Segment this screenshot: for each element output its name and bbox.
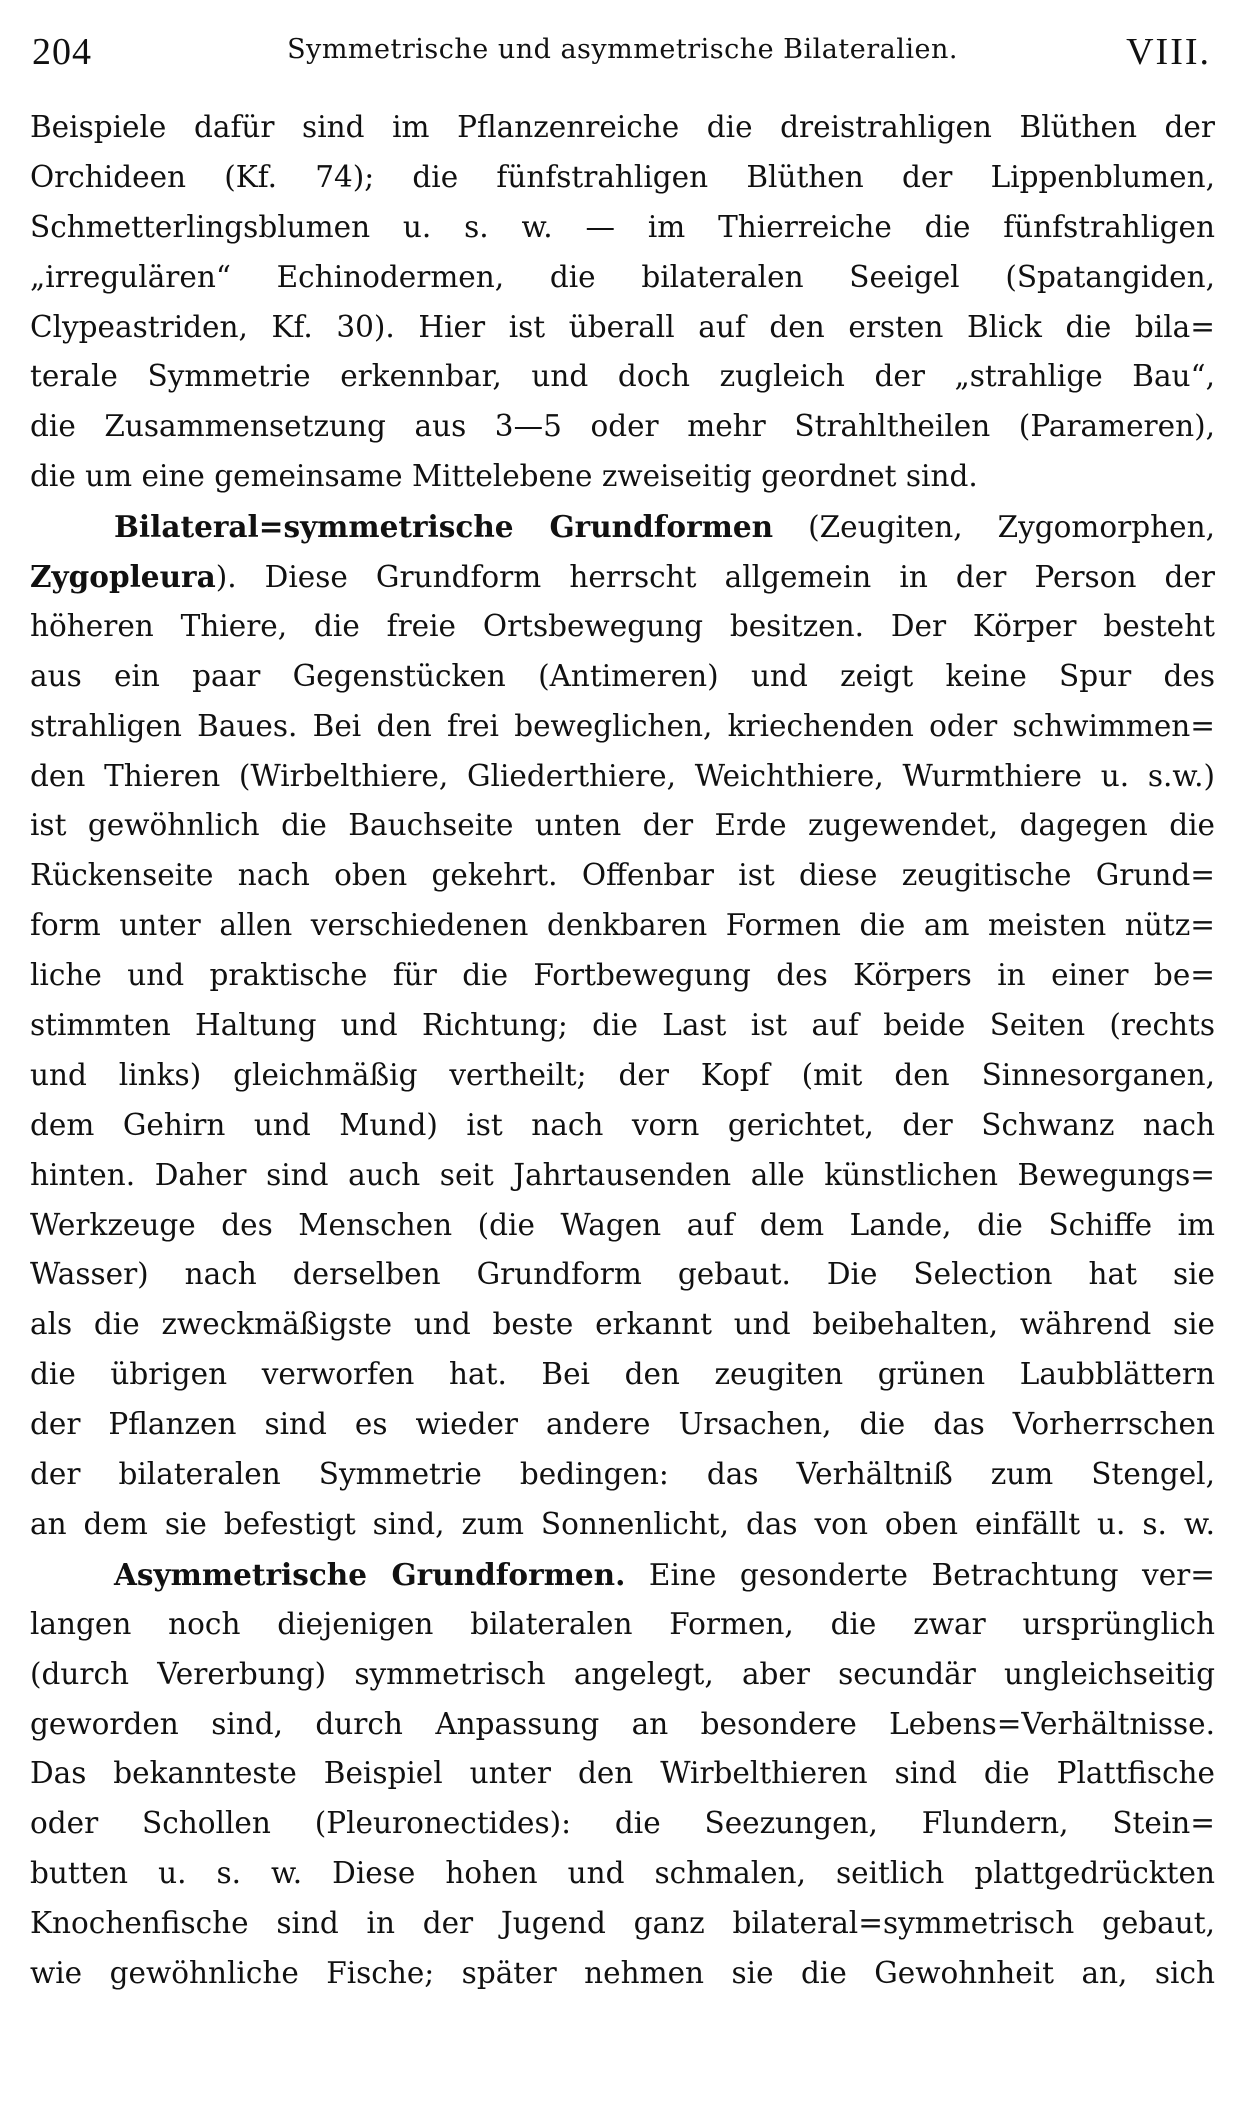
line-text: und links) gleichmäßig vertheilt; der Kopf (mit den Sinnesorganen, (30, 1057, 1215, 1092)
line-text: die um eine gemeinsame Mittelebene zweiseitig geordnet sind. (30, 459, 978, 494)
line-text: wie gewöhnliche Fische; später nehmen sie die Gewohnheit an, sich (30, 1955, 1215, 1990)
text-line (30, 1001, 1215, 1051)
line-text: Schmetterlingsblumen u. s. w. — im Thierreiche die fünfstrahligen (30, 209, 1215, 244)
text-line (30, 203, 1215, 253)
text-line (30, 1450, 1215, 1500)
line-text: langen noch diejenigen bilateralen Formen, die zwar ursprünglich (30, 1606, 1215, 1641)
text-line (30, 103, 1215, 153)
line-text: die Zusammensetzung aus 3—5 oder mehr Strahltheilen (Parameren), (30, 409, 1215, 444)
page-number: 204 (32, 31, 92, 73)
line-text: geworden sind, durch Anpassung an besondere Lebens=Verhältnisse. (30, 1706, 1215, 1741)
text-line (30, 1899, 1215, 1949)
line-text: ist gewöhnlich die Bauchseite unten der Erde zugewendet, dagegen die (30, 808, 1215, 843)
text-line (30, 1799, 1215, 1849)
page-header (30, 20, 1215, 82)
chapter-number: VIII. (1126, 31, 1211, 73)
line-text: Werkzeuge des Menschen (die Wagen auf dem Lande, die Schiffe im (30, 1207, 1215, 1242)
text-line (30, 1949, 1215, 1999)
text-line (30, 1201, 1215, 1251)
line-text: als die zweckmäßigste und beste erkannt und beibehalten, während sie (30, 1307, 1215, 1342)
text-line (30, 602, 1215, 652)
line-text: dem Gehirn und Mund) ist nach vorn gerichtet, der Schwanz nach (30, 1107, 1215, 1142)
text-line (30, 303, 1215, 353)
line-text: strahligen Baues. Bei den frei beweglichen, kriechenden oder schwimmen= (30, 708, 1215, 743)
line-text: Orchideen (Kf. 74); die fünfstrahligen Blüthen der Lippenblumen, (30, 159, 1215, 194)
text-line (30, 1600, 1215, 1650)
section-heading: Asymmetrische Grundformen. (114, 1556, 626, 1592)
text-line (30, 1500, 1215, 1550)
text-line (30, 1300, 1215, 1350)
line-text: Das bekannteste Beispiel unter den Wirbelthieren sind die Plattfische (30, 1756, 1215, 1791)
text-line (30, 1151, 1215, 1201)
section-heading: Bilateral=symmetrische Grundformen (114, 509, 774, 545)
line-text: stimmten Haltung und Richtung; die Last ist auf beide Seiten (rechts (30, 1008, 1215, 1043)
text-line (30, 402, 1215, 452)
line-text: Beispiele dafür sind im Pflanzenreiche die dreistrahligen Blüthen der (30, 110, 1215, 144)
line-text: form unter allen verschiedenen denkbaren Formen die am meisten nütz= (30, 908, 1215, 943)
line-text: an dem sie befestigt sind, zum Sonnenlicht, das von oben einfällt u. s. w. (30, 1506, 1215, 1541)
line-text: Clypeastriden, Kf. 30). Hier ist überall auf den ersten Blick die bila= (30, 309, 1215, 344)
text-line (30, 352, 1215, 402)
line-text: butten u. s. w. Diese hohen und schmalen, seitlich plattgedrückten (30, 1856, 1215, 1891)
line-text: Knochenfische sind in der Jugend ganz bilateral=symmetrisch gebaut, (30, 1906, 1215, 1941)
text-line (30, 1101, 1215, 1151)
text-line (30, 153, 1215, 203)
text-line (30, 752, 1215, 802)
text-line (30, 901, 1215, 951)
text-line (30, 253, 1215, 303)
text-line (30, 951, 1215, 1001)
line-text: die übrigen verworfen hat. Bei den zeugiten grünen Laubblättern (30, 1357, 1215, 1392)
text-line (30, 652, 1215, 702)
line-text: (durch Vererbung) symmetrisch angelegt, aber secundär ungleichseitig (30, 1656, 1215, 1691)
line-text: (Zeugiten, Zygomorphen, (773, 510, 1215, 545)
text-line (30, 552, 1215, 602)
text-line (30, 1849, 1215, 1899)
text-line (30, 1650, 1215, 1700)
text-line (30, 1700, 1215, 1750)
line-text: oder Schollen (Pleuronectides): die Seezungen, Flundern, Stein= (30, 1806, 1215, 1841)
line-text: Rückenseite nach oben gekehrt. Offenbar ist diese zeugitische Grund= (30, 858, 1215, 893)
line-text: liche und praktische für die Fortbewegung des Körpers in einer be= (30, 958, 1215, 993)
text-line (30, 1749, 1215, 1799)
text-line (30, 801, 1215, 851)
text-line (30, 1400, 1215, 1450)
text-line (30, 1350, 1215, 1400)
text-line (30, 1550, 1215, 1600)
line-text: „irregulären“ Echinodermen, die bilateralen Seeigel (Spatangiden, (30, 259, 1215, 294)
section-heading: Zygopleura (30, 559, 216, 595)
text-line (30, 452, 1215, 502)
line-text: terale Symmetrie erkennbar, und doch zugleich der „strahlige Bau“, (30, 359, 1215, 394)
book-page (30, 20, 1215, 2080)
text-line (30, 702, 1215, 752)
line-text: der bilateralen Symmetrie bedingen: das Verhältniß zum Stengel, (30, 1457, 1215, 1492)
line-text: der Pflanzen sind es wieder andere Ursachen, die das Vorherrschen (30, 1407, 1215, 1442)
line-text: hinten. Daher sind auch seit Jahrtausenden alle künstlichen Bewegungs= (30, 1157, 1215, 1192)
line-text: höheren Thiere, die freie Ortsbewegung besitzen. Der Körper besteht (30, 608, 1215, 643)
line-text: Wasser) nach derselben Grundform gebaut. Die Selection hat sie (30, 1257, 1215, 1292)
text-line (30, 851, 1215, 901)
text-line (30, 502, 1215, 552)
line-text: Eine gesonderte Betrachtung ver= (625, 1557, 1215, 1592)
body-text (30, 103, 1215, 1999)
running-head: Symmetrische und asymmetrische Bilateralien. (287, 34, 958, 65)
line-text: den Thieren (Wirbelthiere, Gliederthiere, Weichthiere, Wurmthiere u. s.w.) (30, 758, 1215, 793)
line-text: ). Diese Grundform herrscht allgemein in der Person der (215, 560, 1215, 595)
line-text: aus ein paar Gegenstücken (Antimeren) und zeigt keine Spur des (30, 658, 1215, 693)
text-line (30, 1250, 1215, 1300)
text-line (30, 1051, 1215, 1101)
